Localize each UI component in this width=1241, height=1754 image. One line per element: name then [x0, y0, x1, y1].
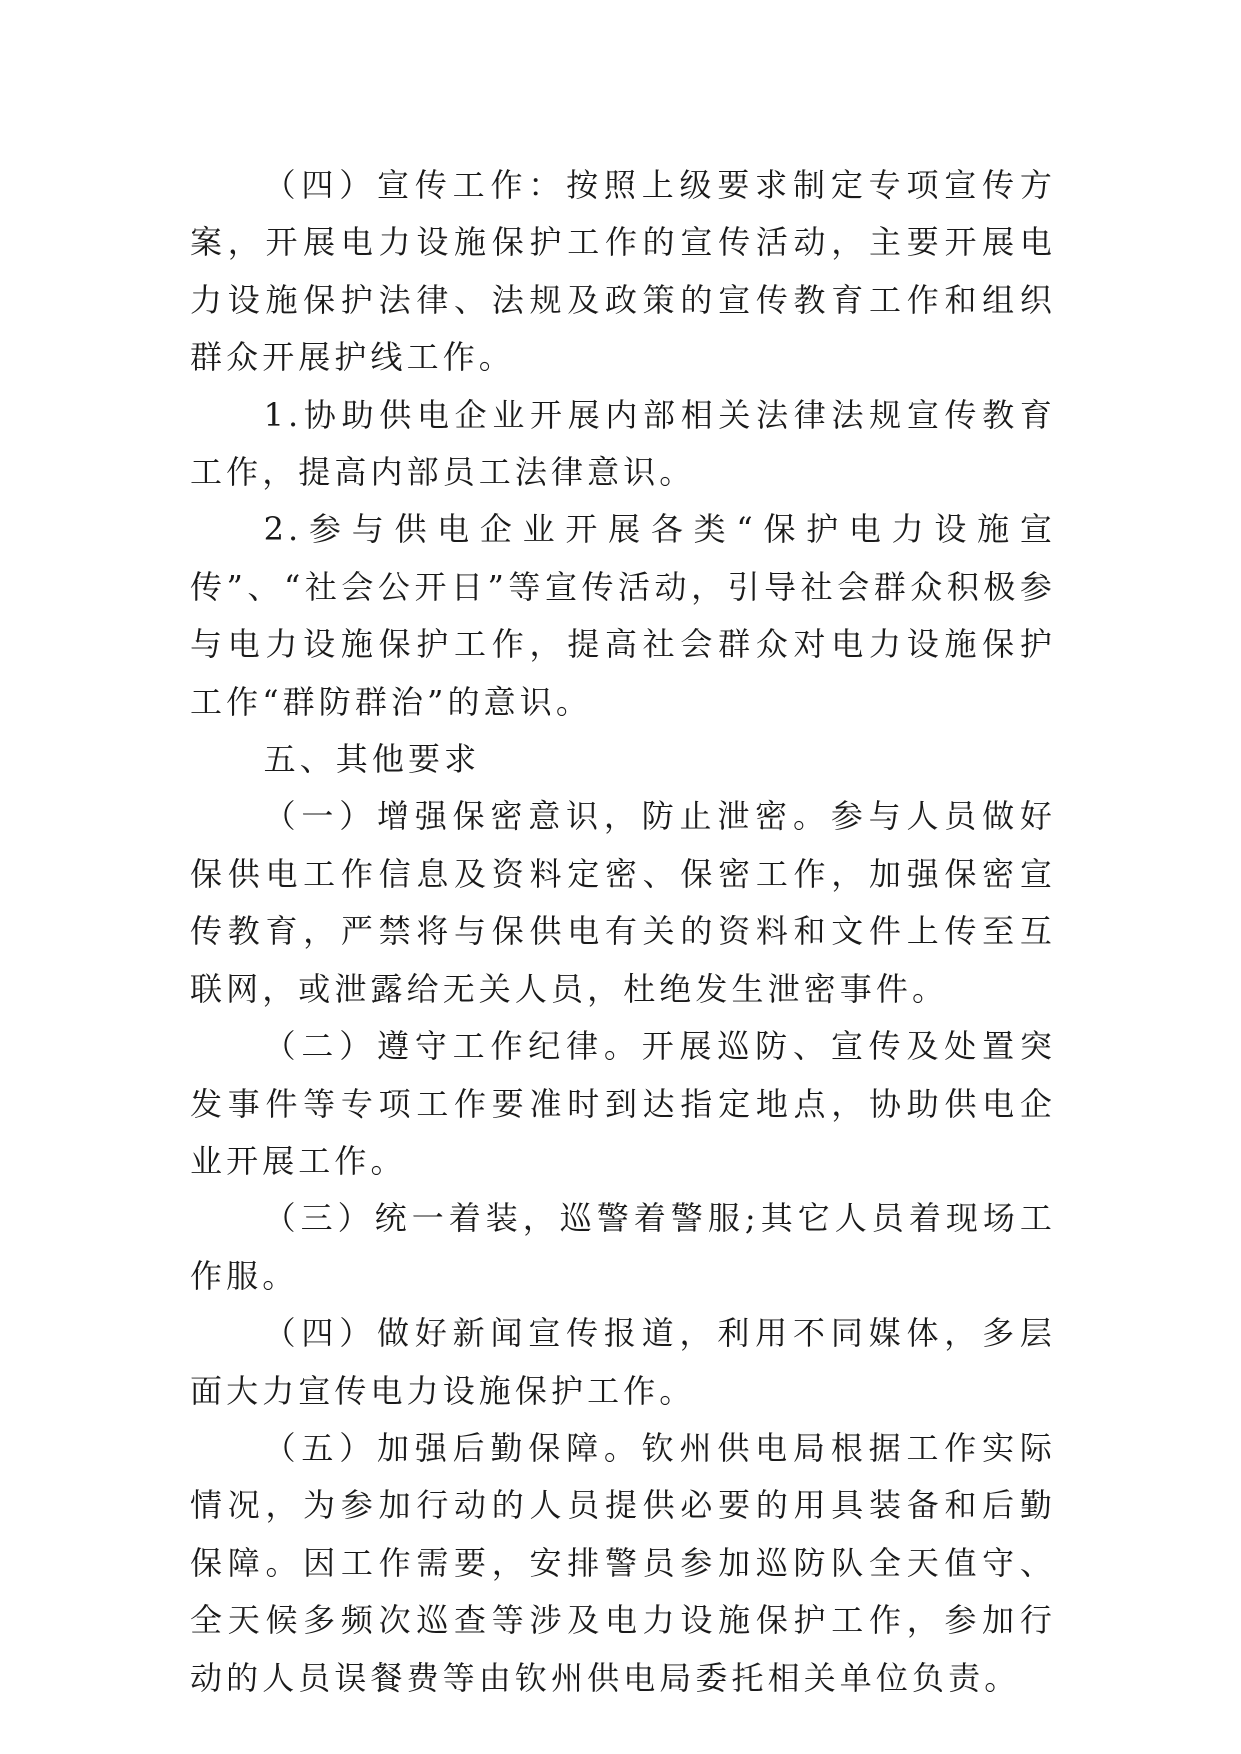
section-heading-other-requirements: 五、其他要求: [263, 740, 481, 779]
document-body: [190, 157, 1056, 1707]
paragraph-confidentiality: （一）增强保密意识，防止泄密。参与人员做好保供电工作信息及资料定密、保密工作，加强保密宣传教育，严禁将与保供电有关的资料和文件上传至互联网，或泄露给无关人员，杜绝发生泄密事件。: [190, 797, 1056, 1008]
paragraph-news-publicity: （四）做好新闻宣传报道，利用不同媒体，多层面大力宣传电力设施保护工作。: [190, 1314, 1056, 1410]
paragraph-work-discipline: （二）遵守工作纪律。开展巡防、宣传及处置突发事件等专项工作要准时到达指定地点，协助供电企业开展工作。: [190, 1027, 1056, 1180]
paragraph-item-2: 2.参与供电企业开展各类“保护电力设施宣传”、“社会公开日”等宣传活动，引导社会群众积极参与电力设施保护工作，提高社会群众对电力设施保护工作“群防群治”的意识。: [190, 510, 1056, 721]
paragraph-logistics: （五）加强后勤保障。钦州供电局根据工作实际情况，为参加行动的人员提供必要的用具装备和后勤保障。因工作需要，安排警员参加巡防队全天值守、全天候多频次巡查等涉及电力设施保护工作，参加行动的人员误餐费等由钦州供电局委托相关单位负责。: [190, 1428, 1056, 1697]
paragraph-uniform: （三）统一着装，巡警着警服;其它人员着现场工作服。: [190, 1199, 1056, 1295]
paragraph-publicity-work: （四）宣传工作：按照上级要求制定专项宣传方案，开展电力设施保护工作的宣传活动，主要开展电力设施保护法律、法规及政策的宣传教育工作和组织群众开展护线工作。: [190, 166, 1056, 377]
paragraph-item-1: 1.协助供电企业开展内部相关法律法规宣传教育工作，提高内部员工法律意识。: [190, 395, 1056, 492]
